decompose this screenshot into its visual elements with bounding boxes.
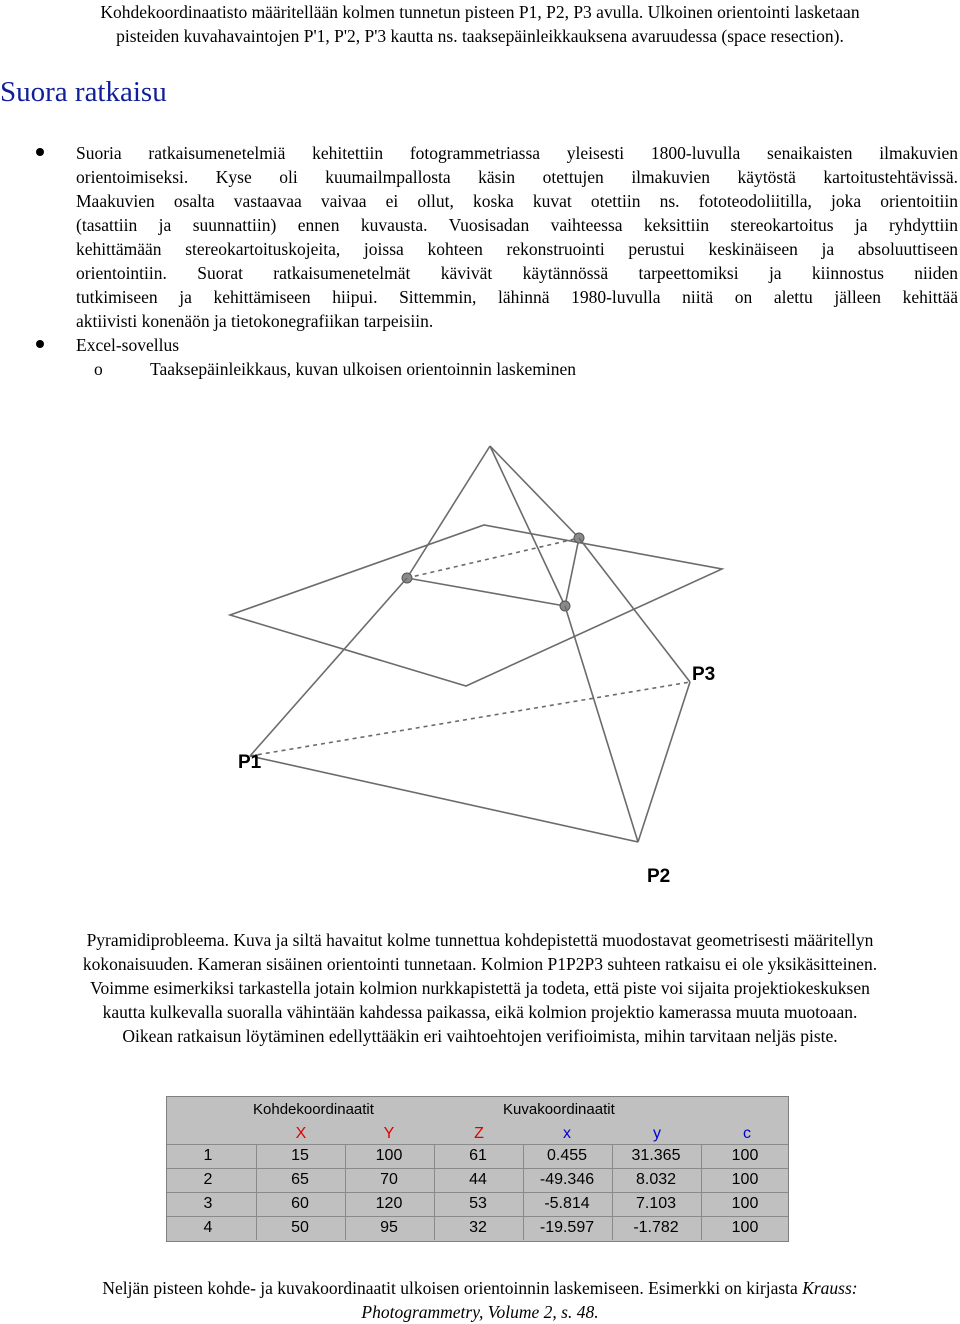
- bullet-line: Maakuvien osalta vastaavaa vaivaa ei ollut, koska kuvat otettiin ns. fototeodoliitilla, joka orientoitiin: [76, 191, 958, 211]
- col-header-Z: Z: [474, 1125, 484, 1142]
- table-cell: 120: [375, 1195, 403, 1212]
- grid-line: [167, 1168, 788, 1169]
- row-number: 4: [203, 1219, 213, 1236]
- table-caption: [0, 1276, 960, 1324]
- group-header-image: Kuvakoordinaatit: [503, 1101, 615, 1118]
- grid-line: [523, 1144, 524, 1240]
- table-cell: 95: [380, 1219, 398, 1236]
- bullet-line: orientointiin. Suorat ratkaisumenetelmät kävivät käytännössä tarpeettomiksi ja kiinnostus niiden: [76, 263, 958, 283]
- pyramid-diagram: [220, 420, 740, 900]
- table-caption-text: Neljän pisteen kohde- ja kuvakoordinaatit ulkoisen orientoinnin laskemiseen. Esimerkki on kirjasta: [102, 1278, 798, 1298]
- bullet-line: tutkimiseen ja kehittämiseen hiipui. Sittemmin, lähinnä 1980-luvulla niitä on alettu jälleen kehittää: [76, 287, 958, 307]
- caption-line: kokonaisuuden. Kameran sisäinen orientointi tunnetaan. Kolmion P1P2P3 suhteen ratkaisu ei ole yksikäsitteinen.: [82, 954, 878, 974]
- table-cell: 0.455: [546, 1147, 588, 1164]
- intro-line-2: pisteiden kuvahavaintojen P'1, P'2, P'3 kautta ns. taaksepäinleikkauksena avaruudessa (space resection).: [116, 26, 844, 46]
- table-cell: 7.103: [635, 1195, 677, 1212]
- image-plane: [230, 525, 722, 686]
- grid-line: [612, 1144, 613, 1240]
- grid-line: [167, 1144, 788, 1145]
- table-cell: -19.597: [539, 1219, 595, 1236]
- table-cell: 8.032: [635, 1171, 677, 1188]
- table-cell: 65: [291, 1171, 309, 1188]
- grid-line: [167, 1216, 788, 1217]
- caption-line: Voimme esimerkiksi tarkastella jotain kolmion nurkkapistettä ja todeta, että piste voi sijaita projektiokeskuksen: [90, 978, 870, 998]
- col-header-y: y: [653, 1125, 661, 1142]
- table-cell: 100: [731, 1147, 759, 1164]
- table-cell: -1.782: [633, 1219, 679, 1236]
- intro-line-1: Kohdekoordinaatisto määritellään kolmen tunnetun pisteen P1, P2, P3 avulla. Ulkoinen orientointi lasketaan: [100, 2, 860, 22]
- table-caption-line-2: [0, 1300, 960, 1324]
- bullet-marker: [36, 148, 44, 156]
- caption-line: Oikean ratkaisun löytäminen edellyttääkin eri vaihtoehtojen verifioimista, mihin tarvitaan neljäs piste.: [122, 1026, 838, 1046]
- col-header-X: X: [295, 1125, 307, 1142]
- sub-bullet-marker: o: [94, 359, 103, 379]
- group-header-object: Kohdekoordinaatit: [253, 1101, 374, 1118]
- sub-bullet-text: Taaksepäinleikkaus, kuvan ulkoisen orientoinnin laskeminen: [150, 359, 576, 379]
- table-cell: 60: [291, 1195, 309, 1212]
- row-number: 3: [203, 1195, 213, 1212]
- label-p3: P3: [692, 664, 716, 685]
- label-p1: P1: [238, 752, 262, 773]
- table-cell: 15: [291, 1147, 309, 1164]
- bullet-excel: Excel-sovellus: [76, 335, 180, 355]
- bullet-paragraph: [76, 141, 958, 333]
- intro-paragraph: [0, 0, 960, 48]
- bullet-marker: [36, 340, 44, 348]
- table-cell: 32: [469, 1219, 487, 1236]
- table-cell: 53: [469, 1195, 487, 1212]
- table-cell: 70: [380, 1171, 398, 1188]
- label-p2: P2: [647, 866, 671, 887]
- col-header-Y: Y: [383, 1125, 395, 1142]
- grid-line: [434, 1144, 435, 1240]
- table-cell: -5.814: [544, 1195, 590, 1212]
- bullet-line: orientoimiseksi. Kyse oli kuumailmpallosta käsin otettujen ilmakuvien käytöstä kartoitustehtävissä.: [76, 167, 958, 187]
- coordinates-table: [166, 1096, 789, 1242]
- table-cell: 31.365: [631, 1147, 681, 1164]
- caption-line: kautta kulkevalla suoralla vähintään kahdessa paikassa, eikä kolmion projektio kamerassa muuta muotoaan.: [102, 1002, 858, 1022]
- col-header-c: c: [743, 1125, 751, 1142]
- table-cell: 100: [375, 1147, 403, 1164]
- table-cell: -49.346: [539, 1171, 595, 1188]
- table-cell: 61: [469, 1147, 487, 1164]
- figure-caption: [0, 928, 960, 1048]
- table-cell: 100: [731, 1195, 759, 1212]
- bullet-line: aktiivisti konenäön ja tietokonegrafiikan tarpeisiin.: [76, 311, 434, 331]
- grid-line: [345, 1144, 346, 1240]
- table-caption-source-1: Krauss:: [802, 1278, 858, 1298]
- caption-line: Pyramidiprobleema. Kuva ja siltä havaitut kolme tunnettua kohdepistettä muodostavat geometrisesti määritellyn: [86, 930, 874, 950]
- table-cell: 50: [291, 1219, 309, 1236]
- projection-rays: [250, 538, 690, 842]
- grid-line: [167, 1192, 788, 1193]
- bullet-line: kehittämään stereokartoituskojeita, joissa kohteen rekonstruointi perustui keskinäiseen ja absoluuttiseen: [76, 239, 958, 259]
- table-cell: 100: [731, 1219, 759, 1236]
- row-number: 2: [203, 1171, 213, 1188]
- grid-line: [701, 1144, 702, 1240]
- table-cell: 44: [469, 1171, 487, 1188]
- bullet-line: Suoria ratkaisumenetelmiä kehitettiin fotogrammetriassa yleisesti 1800-luvulla senaikaisten ilmakuvien: [76, 143, 958, 163]
- col-header-x: x: [563, 1125, 571, 1142]
- table-caption-source-2: Photogrammetry, Volume 2, s. 48.: [361, 1302, 599, 1322]
- row-number: 1: [203, 1147, 213, 1164]
- bullet-line: (tasattiin ja suunnattiin) ennen kuvausta. Vuosisadan vaihteessa keksittiin stereokartoitus ja ryhdyttiin: [76, 215, 958, 235]
- table-caption-line-1: [0, 1276, 960, 1300]
- table-cell: 100: [731, 1171, 759, 1188]
- section-heading: Suora ratkaisu: [0, 76, 167, 108]
- grid-line: [256, 1144, 257, 1240]
